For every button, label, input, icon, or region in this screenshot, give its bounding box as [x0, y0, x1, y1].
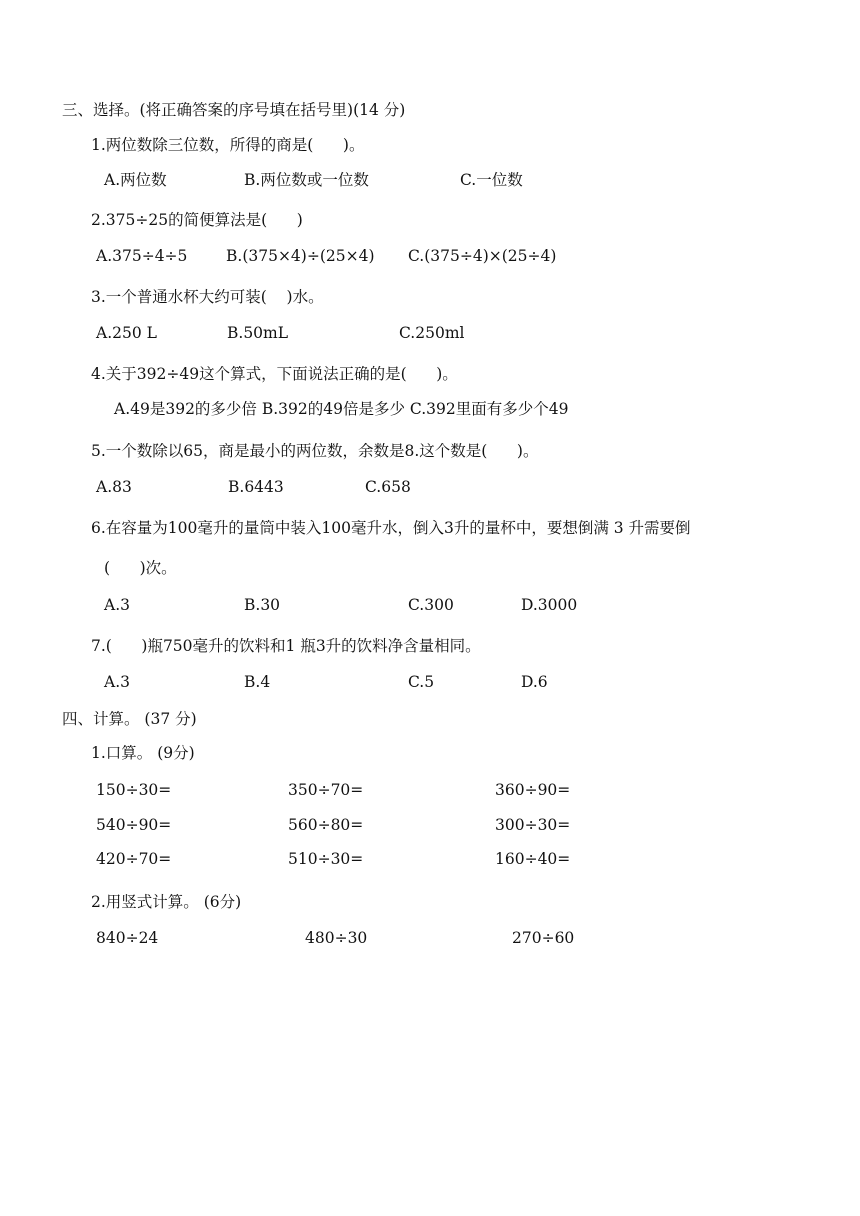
- q2-option-c: C.(375÷4)×(25÷4): [408, 247, 557, 265]
- q1-option-b: B.两位数或一位数: [244, 171, 369, 189]
- vertical-calc-item: 480÷30: [305, 929, 368, 947]
- section4-heading: 四、计算。 (37 分): [62, 710, 197, 728]
- q7-option-d: D.6: [521, 673, 548, 691]
- q5-option-b: B.6443: [228, 478, 284, 496]
- vertical-calc-item: 270÷60: [512, 929, 575, 947]
- q7-option-c: C.5: [408, 673, 435, 691]
- q5-stem: 5.一个数除以65，商是最小的两位数，余数是8.这个数是( )。: [91, 442, 539, 460]
- q7-option-a: A.3: [104, 673, 130, 691]
- q7-stem: 7.( )瓶750毫升的饮料和1 瓶3升的饮料净含量相同。: [91, 637, 481, 655]
- q4-options: A.49是392的多少倍 B.392的49倍是多少 C.392里面有多少个49: [114, 400, 569, 418]
- oral-calc-item: 540÷90=: [96, 816, 172, 834]
- q1-option-c: C.一位数: [460, 171, 523, 189]
- q7-option-b: B.4: [244, 673, 271, 691]
- q5-option-a: A.83: [96, 478, 132, 496]
- oral-calc-item: 560÷80=: [288, 816, 364, 834]
- oral-calc-item: 150÷30=: [96, 781, 172, 799]
- q3-option-c: C.250ml: [399, 324, 465, 342]
- section3-heading: 三、选择。(将正确答案的序号填在括号里)(14 分): [62, 101, 406, 119]
- oral-calc-item: 350÷70=: [288, 781, 364, 799]
- q6-option-d: D.3000: [521, 596, 578, 614]
- q3-stem: 3.一个普通水杯大约可装( )水。: [91, 288, 324, 306]
- oral-calc-title: 1.口算。 (9分): [91, 744, 195, 762]
- oral-calc-item: 300÷30=: [495, 816, 571, 834]
- oral-calc-item: 510÷30=: [288, 850, 364, 868]
- q6-option-a: A.3: [104, 596, 130, 614]
- q6-stem-continued: ( )次。: [104, 559, 177, 577]
- oral-calc-item: 420÷70=: [96, 850, 172, 868]
- q3-option-b: B.50mL: [227, 324, 289, 342]
- vertical-calc-item: 840÷24: [96, 929, 159, 947]
- oral-calc-item: 360÷90=: [495, 781, 571, 799]
- q1-stem: 1.两位数除三位数，所得的商是( )。: [91, 136, 365, 154]
- q1-option-a: A.两位数: [104, 171, 167, 189]
- q2-option-a: A.375÷4÷5: [96, 247, 188, 265]
- q3-option-a: A.250 L: [96, 324, 157, 342]
- q2-option-b: B.(375×4)÷(25×4): [226, 247, 375, 265]
- q5-option-c: C.658: [365, 478, 411, 496]
- q6-stem: 6.在容量为100毫升的量筒中装入100毫升水，倒入3升的量杯中，要想倒满 3 升需要倒: [91, 519, 691, 537]
- q4-stem: 4.关于392÷49这个算式，下面说法正确的是( )。: [91, 365, 458, 383]
- q6-option-b: B.30: [244, 596, 281, 614]
- q6-option-c: C.300: [408, 596, 454, 614]
- q2-stem: 2.375÷25的简便算法是( ): [91, 211, 303, 229]
- vertical-calc-title: 2.用竖式计算。 (6分): [91, 893, 242, 911]
- oral-calc-item: 160÷40=: [495, 850, 571, 868]
